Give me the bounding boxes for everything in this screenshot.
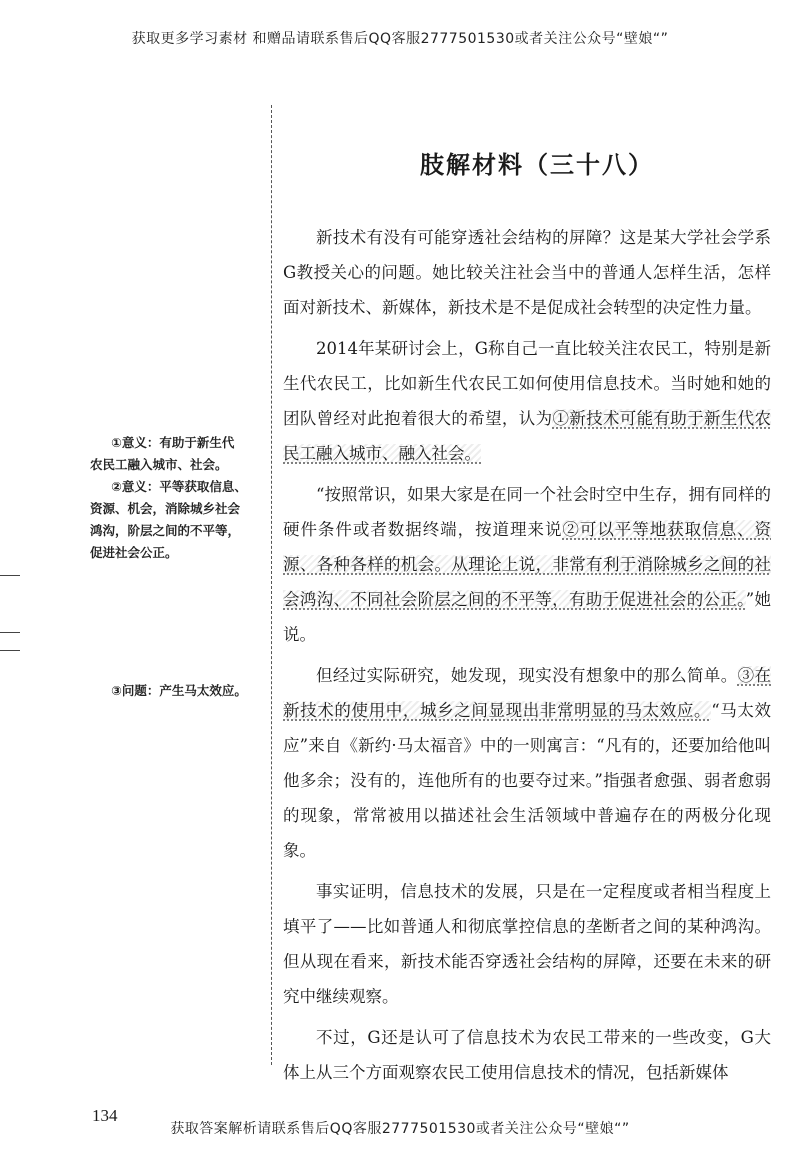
text: 但经过实际研究，她发现，现实没有想象中的那么简单。	[316, 666, 738, 685]
note-line: ①意义：有助于新生代	[111, 435, 235, 450]
paragraph	[283, 658, 771, 868]
margin-divider	[271, 105, 272, 1065]
text: “马太效应”来自《新约·马太福音》中的一则寓言：“凡有的，还要加给他叫他多余；没有的，连他所有的也要夺过来。”指强者愈强、弱者愈弱的现象，常常被用以描述社会生活领域中普遍存在的两极分化现象。	[283, 701, 772, 860]
note-line: ②意义：平等获取信息、	[111, 479, 247, 494]
paragraph: 新技术有没有可能穿透社会结构的屏障？这是某大学社会学系G教授关心的问题。她比较关注社会当中的普通人怎样生活，怎样面对新技术、新媒体，新技术是不是促成社会转型的决定性力量。	[283, 228, 771, 317]
page-footer: 获取答案解析请联系售后QQ客服2777501530或者关注公众号“壁娘“”	[170, 1121, 630, 1137]
paragraph: 不过，G还是认可了信息技术为农民工带来的一些改变，G大体上从三个方面观察农民工使用信息技术的情况，包括新媒体	[283, 1028, 771, 1082]
edge-mark	[0, 632, 20, 633]
page-header: 获取更多学习素材 和赠品请联系售后QQ客服2777501530或者关注公众号“壁娘“”	[131, 31, 669, 47]
note-line: 鸿沟，阶层之间的不平等，	[90, 523, 241, 538]
highlighted-text: ②可以平等地获取信息、资源、各种各样的机会。从理论上说，非常有利于消除城乡之间的社会鸿沟、不同社会阶层之间的不平等，有助于促进社会的公正。	[283, 520, 772, 609]
page-title: 肢解材料（三十八）	[420, 150, 654, 179]
paragraph	[283, 331, 771, 471]
highlighted-text: ①新技术可能有助于新生代农民工融入城市、融入社会。	[283, 409, 772, 463]
note-line: 促进社会公正。	[90, 545, 178, 560]
text: “按照常识，如果大家是在同一个社会时空中生存，拥有同样的硬件条件或者数据终端，按道理来说	[283, 485, 771, 539]
article-body	[283, 220, 771, 1096]
note-line: 资源、机会，消除城乡社会	[90, 501, 241, 516]
margin-note-problem	[90, 680, 260, 702]
edge-mark	[0, 650, 20, 651]
text: 2014年某研讨会上，G称自己一直比较关注农民工，特别是新生代农民工，比如新生代农民工如何使用信息技术。当时她和她的团队曾经对此抱着很大的希望，认为	[283, 339, 771, 428]
text: ”她说。	[283, 590, 772, 644]
page-number: 134	[92, 1106, 118, 1125]
margin-note-meaning	[90, 432, 260, 564]
note-line: 农民工融入城市、社会。	[90, 457, 228, 472]
paragraph: 事实证明，信息技术的发展，只是在一定程度或者相当程度上填平了——比如普通人和彻底掌控信息的垄断者之间的某种鸿沟。但从现在看来，新技术能否穿透社会结构的屏障，还要在未来的研究中继续观察。	[283, 882, 771, 1006]
highlighted-text: ③在新技术的使用中，城乡之间显现出非常明显的马太效应。	[283, 666, 772, 720]
edge-mark	[0, 575, 20, 576]
paragraph	[283, 477, 771, 652]
note-line: ③问题：产生马太效应。	[111, 683, 247, 698]
